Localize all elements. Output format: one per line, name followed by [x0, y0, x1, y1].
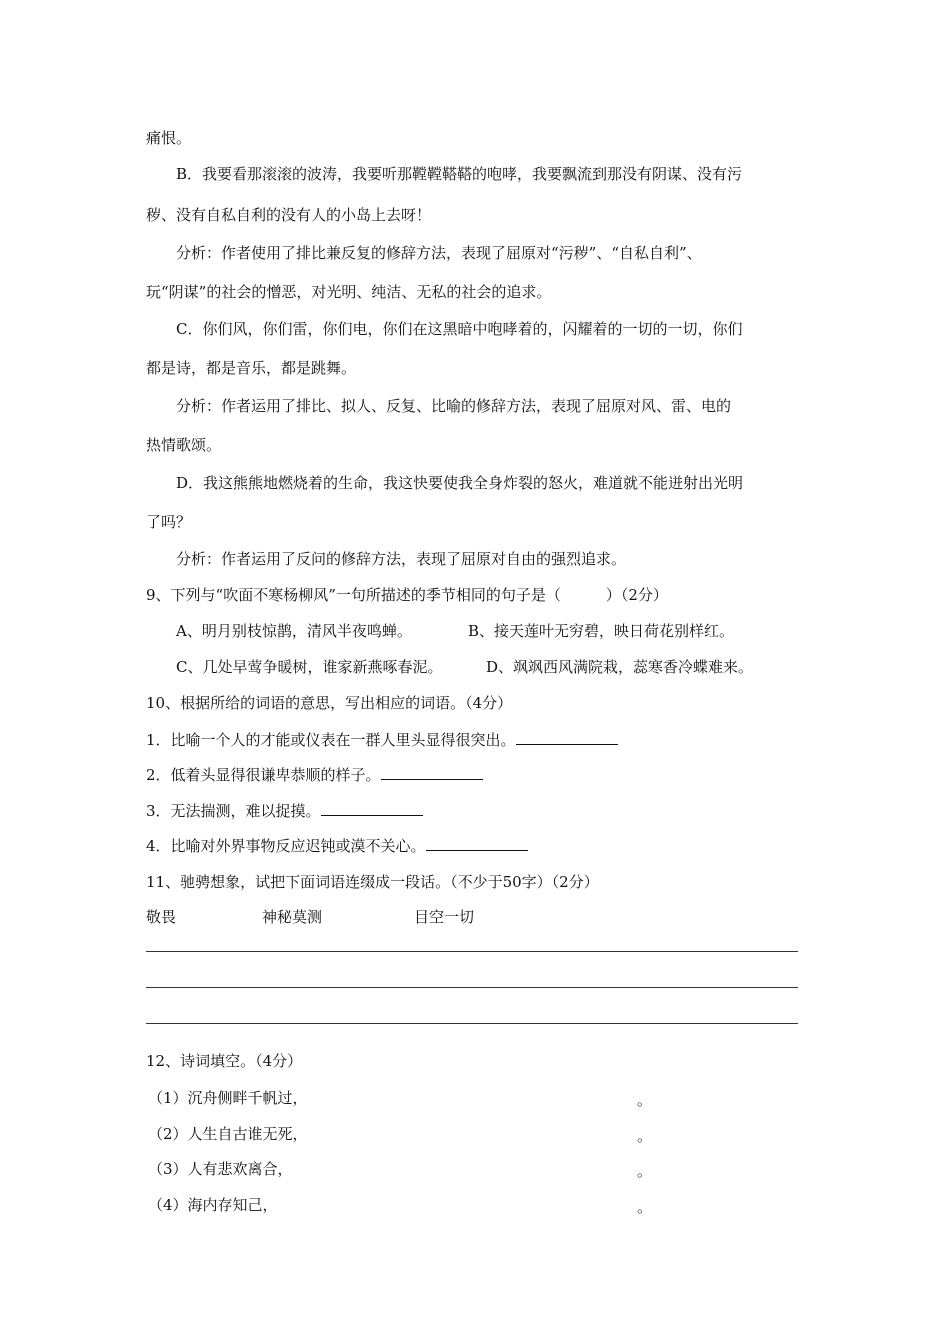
- analysis-d: 分析：作者运用了反问的修辞方法，表现了屈原对自由的强烈追求。: [176, 550, 627, 568]
- q10-item-4-text: 4．比喻对外界事物反应迟钝或漠不关心。: [146, 837, 426, 855]
- answer-blank[interactable]: [516, 730, 618, 745]
- answer-blank[interactable]: [381, 765, 483, 780]
- writing-line[interactable]: [146, 1023, 798, 1024]
- q10-item-3-text: 3．无法揣测，难以捉摸。: [146, 802, 321, 820]
- q12-end-mark: 。: [637, 1127, 653, 1145]
- option-b-text: B．我要看那滚滚的波涛，我要听那鞺鞺鞳鞳的咆哮，我要飘流到那没有阴谋、没有污: [176, 165, 743, 183]
- writing-line[interactable]: [146, 951, 798, 952]
- q11-word-3: 目空一切: [414, 908, 475, 926]
- q10-item-3: [146, 800, 423, 822]
- q12-item-4: （4）海内存知己，: [148, 1196, 278, 1214]
- option-c-text: C．你们风，你们雷，你们电，你们在这黑暗中咆哮着的，闪耀着的一切的一切，你们: [176, 320, 743, 338]
- answer-blank[interactable]: [321, 801, 423, 816]
- text-line: 痛恨。: [146, 129, 192, 147]
- option-d-text: D．我这熊熊地燃烧着的生命，我这快要使我全身炸裂的怒火，难道就不能迸射出光明: [176, 474, 744, 492]
- q10-item-2-text: 2．低着头显得很谦卑恭顺的样子。: [146, 766, 381, 784]
- q10-item-1-text: 1．比喻一个人的才能或仪表在一群人里头显得很突出。: [146, 731, 516, 749]
- q10-item-1: [146, 729, 618, 751]
- text-line: 都是诗，都是音乐，都是跳舞。: [146, 359, 357, 377]
- q11-word-2: 神秘莫测: [262, 908, 323, 926]
- analysis-b: 分析：作者使用了排比兼反复的修辞方法，表现了屈原对“污秽”、“自私自利”、: [176, 244, 702, 262]
- text-line: 秽、没有自私自利的没有人的小岛上去呀！: [146, 206, 432, 224]
- q12-item-3: （3）人有悲欢离合，: [148, 1160, 293, 1178]
- answer-blank[interactable]: [426, 836, 528, 851]
- q12-end-mark: 。: [637, 1198, 653, 1216]
- q12-item-1: （1）沉舟侧畔千帆过，: [148, 1089, 308, 1107]
- text-line: 了吗？: [146, 513, 192, 531]
- q12-end-mark: 。: [637, 1091, 653, 1109]
- q10-item-4: [146, 835, 528, 857]
- q12-end-mark: 。: [637, 1162, 653, 1180]
- question-9-stem: 9、下列与“吹面不寒杨柳风”一句所描述的季节相同的句子是（ ）（2分）: [146, 586, 668, 604]
- text-line: 热情歌颂。: [146, 436, 222, 454]
- text-line: 玩“阴谋”的社会的憎恶，对光明、纯洁、无私的社会的追求。: [146, 283, 552, 301]
- q9-option-c: C、几处早莺争暖树，谁家新燕啄春泥。: [176, 658, 443, 676]
- q11-word-1: 敬畏: [146, 908, 177, 926]
- question-12-stem: 12、诗词填空。（4分）: [146, 1052, 303, 1070]
- question-10-stem: 10、根据所给的词语的意思，写出相应的词语。（4分）: [146, 694, 513, 712]
- q12-item-2: （2）人生自古谁无死，: [148, 1125, 308, 1143]
- q9-option-b: B、接天莲叶无穷碧，映日荷花别样红。: [468, 622, 735, 640]
- q9-option-d: D、飒飒西风满院栽，蕊寒香冷蝶难来。: [486, 658, 754, 676]
- q9-option-a: A、明月别枝惊鹊，清风半夜鸣蝉。: [176, 622, 412, 640]
- analysis-c: 分析：作者运用了排比、拟人、反复、比喻的修辞方法，表现了屈原对风、雷、电的: [176, 397, 732, 415]
- writing-line[interactable]: [146, 987, 798, 988]
- q10-item-2: [146, 764, 483, 786]
- question-11-stem: 11、驰骋想象，试把下面词语连缀成一段话。（不少于50字）（2分）: [146, 873, 599, 891]
